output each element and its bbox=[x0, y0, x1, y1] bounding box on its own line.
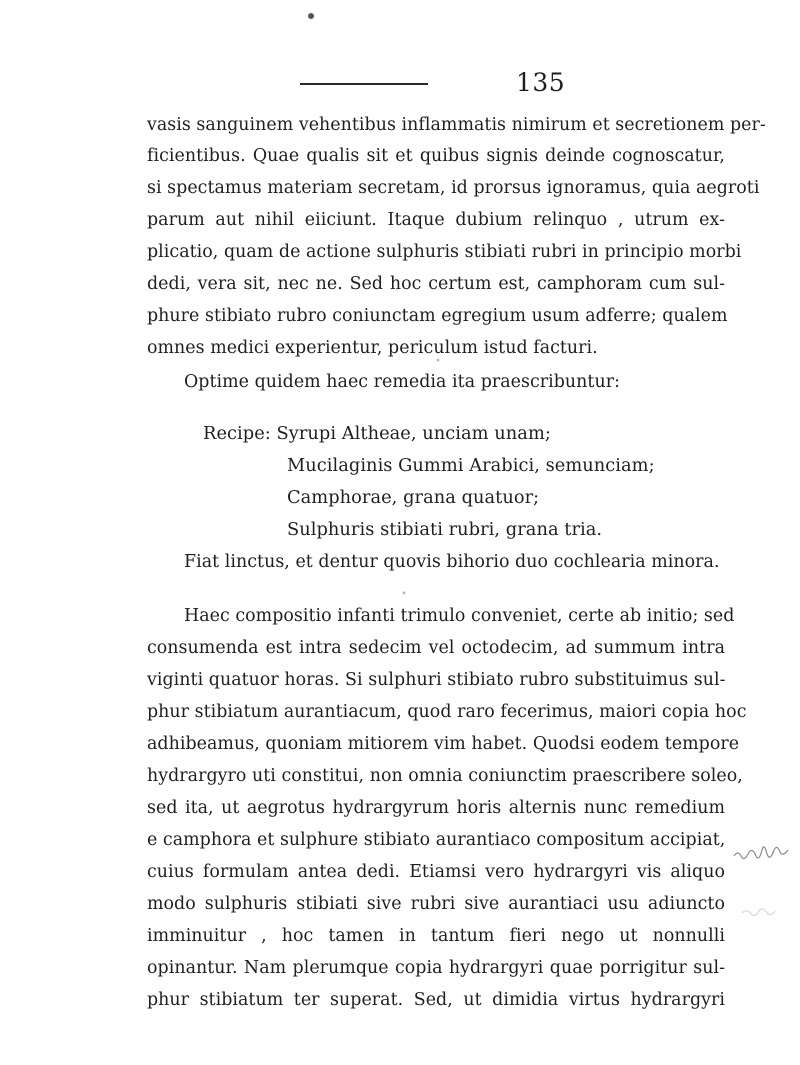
text-line: omnes medici experientur, periculum istud facturi. bbox=[147, 338, 598, 358]
ink-speck bbox=[403, 592, 406, 595]
text-line: opinantur. Nam plerumque copia hydrargyri quae porrigitur sul- bbox=[147, 958, 725, 978]
text-line: e camphora et sulphure stibiato aurantiaco compositum accipiat, bbox=[147, 830, 726, 850]
text-line: Haec compositio infanti trimulo conveniet, certe ab initio; sed bbox=[184, 606, 735, 626]
scribble-stroke bbox=[734, 847, 788, 859]
text-line: sed ita, ut aegrotus hydrargyrum horis alternis nunc remedium bbox=[147, 798, 725, 818]
text-line: imminuitur , hoc tamen in tantum fieri nego ut nonnulli bbox=[147, 926, 725, 946]
handwritten-margin-mark bbox=[730, 842, 796, 864]
scribble-stroke bbox=[742, 909, 775, 916]
prescription-intro: Optime quidem haec remedia ita praescribuntur: bbox=[184, 372, 620, 392]
text-line: parum aut nihil eiiciunt. Itaque dubium relinquo , utrum ex- bbox=[147, 210, 725, 230]
fiat-line: Fiat linctus, et dentur quovis bihorio duo cochlearia minora. bbox=[184, 552, 720, 572]
recipe-ingredient: Mucilaginis Gummi Arabici, semunciam; bbox=[287, 455, 655, 476]
recipe-ingredient: Camphorae, grana quatuor; bbox=[287, 487, 540, 508]
text-line: adhibeamus, quoniam mitiorem vim habet. Quodsi eodem tempore bbox=[147, 734, 740, 754]
recipe-ingredient: Sulphuris stibiati rubri, grana tria. bbox=[287, 519, 603, 540]
text-line: dedi, vera sit, nec ne. Sed hoc certum est, camphoram cum sul- bbox=[147, 274, 725, 294]
text-line: hydrargyro uti constitui, non omnia coniunctim praescribere soleo, bbox=[147, 766, 743, 786]
text-line: consumenda est intra sedecim vel octodecim, ad summum intra bbox=[147, 638, 725, 658]
text-line: cuius formulam antea dedi. Etiamsi vero hydrargyri vis aliquo bbox=[147, 862, 725, 882]
text-line: vasis sanguinem vehentibus inflammatis nimirum et secretionem per- bbox=[147, 115, 766, 135]
text-line: phure stibiato rubro coniunctam egregium usum adferre; qualem bbox=[147, 306, 728, 326]
handwritten-margin-mark bbox=[738, 903, 788, 921]
text-line: phur stibiatum aurantiacum, quod raro fecerimus, maiori copia hoc bbox=[147, 702, 747, 722]
page-number: 135 bbox=[516, 68, 566, 97]
ink-speck bbox=[308, 13, 314, 19]
recipe-line: Recipe: Syrupi Altheae, unciam unam; bbox=[203, 423, 551, 444]
text-line: viginti quatuor horas. Si sulphuri stibiato rubro substituimus sul- bbox=[147, 670, 726, 690]
text-line: si spectamus materiam secretam, id prorsus ignoramus, quia aegroti bbox=[147, 178, 760, 198]
text-line: modo sulphuris stibiati sive rubri sive aurantiaci usu adiuncto bbox=[147, 894, 725, 914]
text-line: phur stibiatum ter superat. Sed, ut dimidia virtus hydrargyri bbox=[147, 990, 725, 1010]
text-line: plicatio, quam de actione sulphuris stibiati rubri in principio morbi bbox=[147, 242, 742, 262]
header-rule bbox=[300, 83, 428, 85]
text-line: ficientibus. Quae qualis sit et quibus signis deinde cognoscatur, bbox=[147, 146, 725, 166]
